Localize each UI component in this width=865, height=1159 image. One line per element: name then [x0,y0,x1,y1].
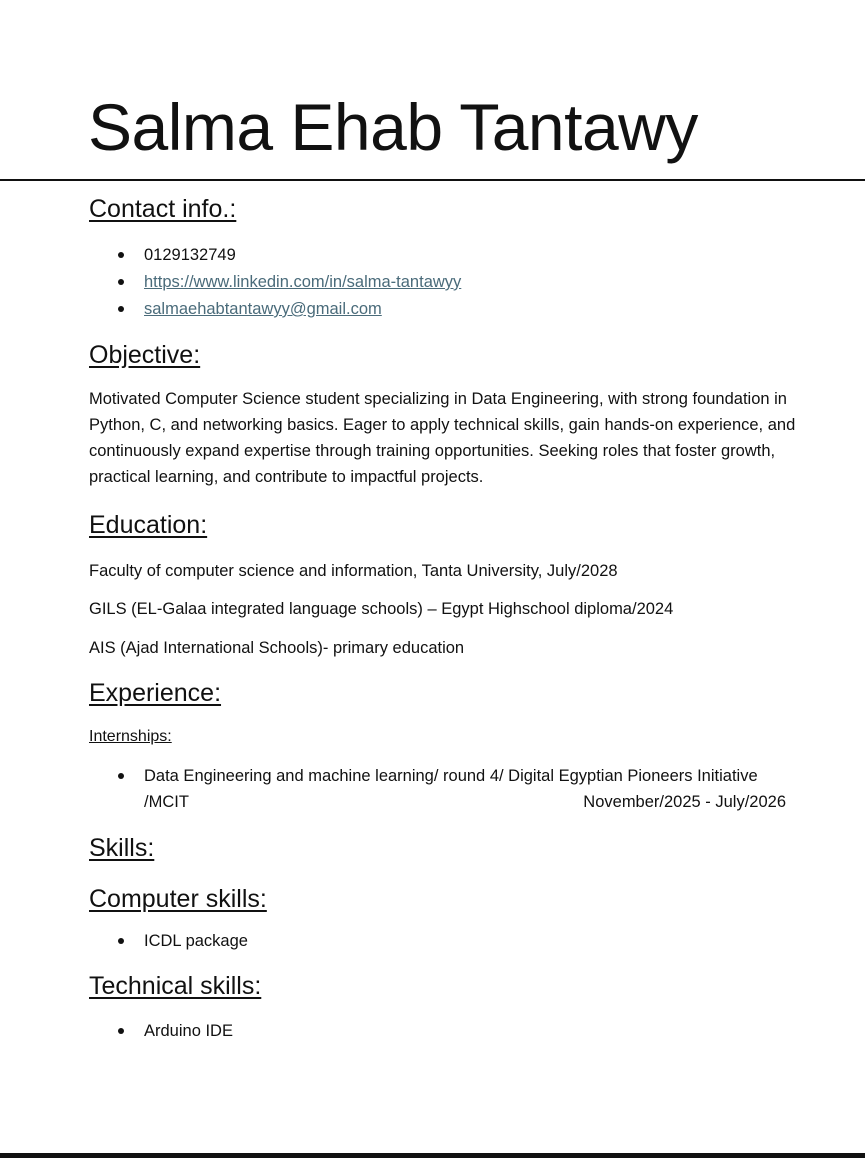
linkedin-link[interactable]: https://www.linkedin.com/in/salma-tantawyy [144,273,462,291]
resume-body [89,192,809,1044]
objective-heading: Objective: [89,341,201,369]
computer-skills-list [89,928,809,954]
internship-dates: November/2025 - July/2026 [583,793,786,811]
contact-list [89,242,809,322]
internship-list [89,763,809,815]
education-item: GILS (EL-Galaa integrated language schools) – Egypt Highschool diploma/2024 [89,600,674,618]
computer-skills-heading: Computer skills: [89,885,267,913]
internship-item [89,763,809,815]
internship-line2 [144,789,786,815]
header-divider [0,179,865,181]
footer-divider [0,1153,865,1158]
resume-name: Salma Ehab Tantawy [88,90,698,164]
computer-skill-item: ICDL package [89,928,809,954]
contact-phone: 0129132749 [89,242,809,268]
email-link[interactable]: salmaehabtantawyy@gmail.com [144,300,382,318]
internship-title: Data Engineering and machine learning/ round 4/ Digital Egyptian Pioneers Initiative [144,767,758,785]
technical-skills-list [89,1018,809,1044]
education-heading: Education: [89,511,208,539]
skills-heading: Skills: [89,834,155,862]
education-item: AIS (Ajad International Schools)- primary education [89,639,465,657]
technical-skill-item: Arduino IDE [89,1018,809,1044]
objective-text: Motivated Computer Science student specializing in Data Engineering, with strong foundation in Python, C, and networking basics. Eager to apply technical skills, gain hands-on experience, and continuously expand expertise through training opportunities. Seeking roles that foster growth, practical learning, and contribute to impactful projects. [89,390,796,486]
experience-heading: Experience: [89,679,222,707]
contact-heading: Contact info.: [89,195,237,223]
internships-subheading: Internships: [89,728,172,745]
technical-skills-heading: Technical skills: [89,972,262,1000]
internship-org: /MCIT [144,793,189,811]
contact-email-item [89,296,809,322]
contact-linkedin-item [89,269,809,295]
education-item: Faculty of computer science and information, Tanta University, July/2028 [89,562,618,580]
